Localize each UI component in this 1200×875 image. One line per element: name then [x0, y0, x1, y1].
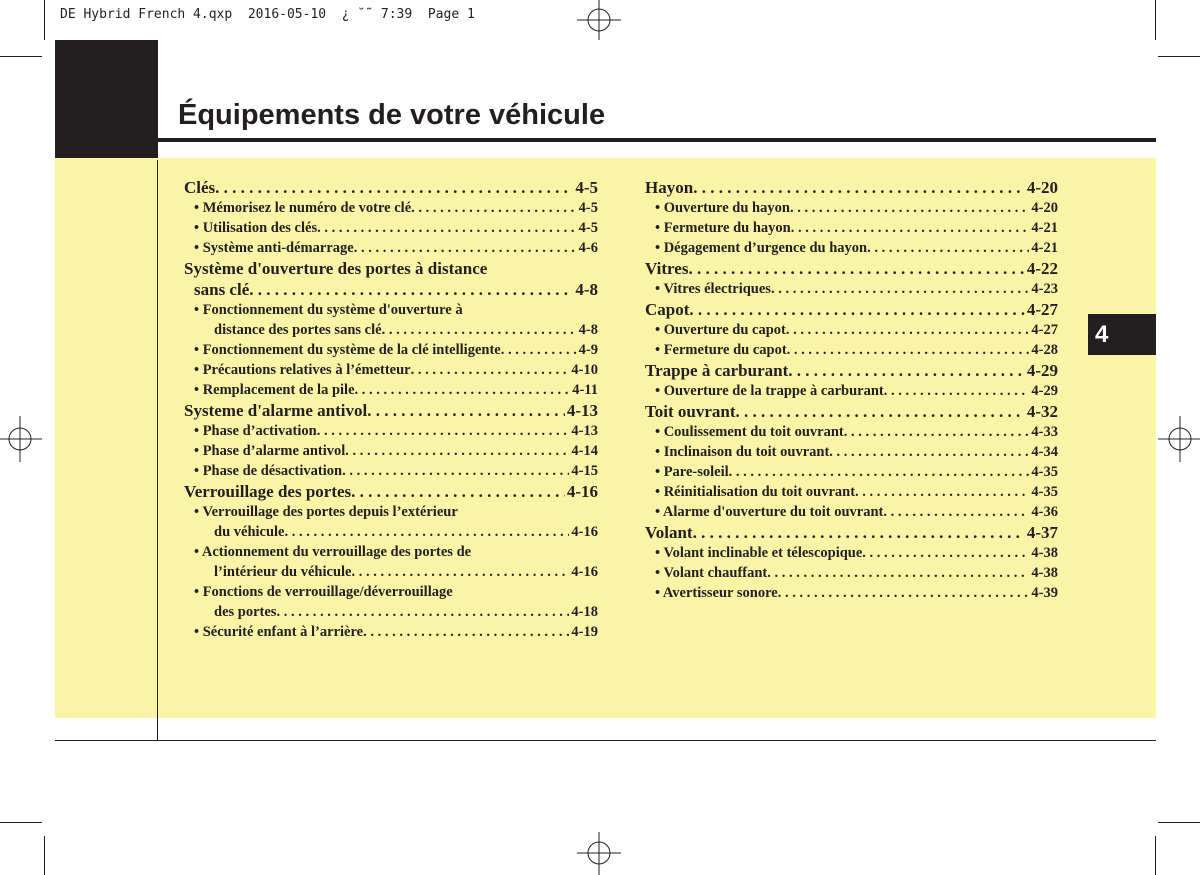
toc-entry-label: • Inclinaison du toit ouvrant — [655, 444, 830, 460]
toc-entry-label: • Phase de désactivation — [194, 463, 343, 479]
dot-leader — [215, 177, 573, 198]
toc-entry-label: • Fonctionnement du système d'ouverture à — [194, 302, 463, 318]
dot-leader — [285, 522, 570, 542]
dot-leader — [317, 218, 577, 238]
toc-subentry[interactable] — [645, 381, 1058, 401]
toc-entry-label: Capot — [645, 300, 690, 319]
dot-leader — [367, 400, 565, 421]
crop-mark — [0, 56, 42, 57]
dot-leader — [778, 583, 1030, 603]
toc-page-number: 4-27 — [1031, 322, 1058, 338]
toc-page-number: 4-5 — [578, 220, 598, 236]
toc-entry-label: • Fonctions de verrouillage/déverrouillage — [194, 584, 453, 600]
toc-page-number: 4-32 — [1026, 402, 1058, 421]
toc-entry-label: • Utilisation des clés — [194, 220, 318, 236]
toc-subentry[interactable] — [184, 622, 598, 642]
dot-leader — [317, 421, 570, 441]
toc-section-entry[interactable] — [645, 401, 1058, 422]
dot-leader — [351, 481, 565, 502]
toc-page-number: 4-22 — [1026, 259, 1058, 278]
toc-entry-label: Volant — [645, 523, 693, 542]
toc-entry-label: • Fonctionnement du système de la clé intelligente — [194, 342, 501, 358]
toc-subentry[interactable] — [645, 238, 1058, 258]
dot-leader — [411, 198, 577, 218]
toc-subentry[interactable] — [645, 583, 1058, 603]
crop-mark — [1158, 822, 1200, 823]
toc-entry-label: • Volant chauffant — [655, 565, 768, 581]
toc-entry-label: • Fermeture du hayon — [655, 220, 791, 236]
toc-page-number: 4-21 — [1031, 240, 1058, 256]
toc-subentry[interactable] — [645, 442, 1058, 462]
toc-page-number: 4-38 — [1031, 545, 1058, 561]
toc-section-entry[interactable] — [645, 177, 1058, 198]
toc-page-number: 4-20 — [1031, 200, 1058, 216]
toc-subentry[interactable] — [184, 502, 598, 522]
toc-page-number: 4-10 — [571, 362, 598, 378]
toc-page-number: 4-29 — [1031, 383, 1058, 399]
dot-leader — [688, 258, 1024, 279]
dot-leader — [354, 238, 577, 258]
toc-section-entry[interactable] — [645, 258, 1058, 279]
toc-entry-label: • Verrouillage des portes depuis l’extérieur — [194, 504, 458, 520]
toc-page-number: 4-16 — [571, 564, 598, 580]
toc-entry-label: • Actionnement du verrouillage des portes de — [194, 544, 472, 560]
toc-entry-label: • Volant inclinable et télescopique — [655, 545, 863, 561]
toc-page-number: 4-5 — [575, 178, 598, 197]
toc-entry-label: Trappe à carburant — [645, 361, 789, 380]
toc-page-number: 4-33 — [1031, 424, 1058, 440]
toc-page-number: 4-20 — [1026, 178, 1058, 197]
toc-subentry[interactable] — [645, 320, 1058, 340]
title-rule — [158, 138, 1156, 142]
toc-page-number: 4-35 — [1031, 464, 1058, 480]
registration-mark-icon — [577, 0, 621, 40]
dot-leader — [867, 238, 1029, 258]
toc-section-entry[interactable] — [184, 481, 598, 502]
toc-page-number: 4-23 — [1031, 281, 1058, 297]
dot-leader — [729, 462, 1030, 482]
toc-page-number: 4-5 — [578, 200, 598, 216]
toc-subentry[interactable] — [184, 602, 598, 622]
dot-leader — [883, 502, 1029, 522]
toc-page-number: 4-19 — [571, 624, 598, 640]
toc-section-entry[interactable] — [184, 279, 598, 300]
toc-page-number: 4-8 — [578, 322, 598, 338]
toc-page-number: 4-27 — [1026, 300, 1058, 319]
dot-leader — [382, 320, 577, 340]
toc-subentry[interactable] — [184, 542, 598, 562]
toc-page-number: 4-15 — [571, 463, 598, 479]
dot-leader — [844, 422, 1030, 442]
toc-entry-label: • Alarme d'ouverture du toit ouvrant — [655, 504, 884, 520]
toc-subentry[interactable] — [645, 340, 1058, 360]
toc-entry-label: • Précautions relatives à l’émetteur — [194, 362, 411, 378]
toc-section-entry[interactable] — [645, 522, 1058, 543]
toc-page-number: 4-29 — [1026, 361, 1058, 380]
toc-entry-label: • Ouverture de la trappe à carburant — [655, 383, 884, 399]
toc-column-left — [184, 177, 598, 642]
toc-subentry[interactable] — [184, 198, 598, 218]
toc-entry-label: l’intérieur du véhicule — [214, 564, 352, 580]
dot-leader — [771, 279, 1029, 299]
toc-entry-label: Toit ouvrant — [645, 402, 736, 421]
toc-subentry[interactable] — [184, 421, 598, 441]
toc-page-number: 4-8 — [575, 280, 598, 299]
toc-page-number: 4-37 — [1026, 523, 1058, 542]
crop-mark — [1158, 56, 1200, 57]
registration-mark-icon — [577, 832, 621, 875]
print-slug: DE Hybrid French 4.qxp 2016-05-10 ¿ ˘˜ 7:39 Page 1 — [60, 7, 475, 22]
toc-page-number: 4-13 — [571, 423, 598, 439]
margin-rule — [157, 160, 158, 740]
dot-leader — [791, 218, 1030, 238]
toc-subentry[interactable] — [184, 320, 598, 340]
toc-page-number: 4-38 — [1031, 565, 1058, 581]
toc-page-number: 4-16 — [566, 482, 598, 501]
toc-page-number: 4-9 — [578, 342, 598, 358]
page-title: Équipements de votre véhicule — [178, 99, 606, 131]
toc-entry-label: Clés — [184, 178, 216, 197]
toc-subentry[interactable] — [645, 563, 1058, 583]
toc-subentry[interactable] — [184, 380, 598, 400]
toc-subentry[interactable] — [184, 582, 598, 602]
dot-leader — [829, 442, 1029, 462]
crop-mark — [0, 822, 42, 823]
toc-entry-label: • Réinitialisation du toit ouvrant — [655, 484, 856, 500]
registration-mark-icon — [0, 416, 42, 462]
dot-leader — [355, 380, 571, 400]
toc-entry-label: Système d'ouverture des portes à distance — [184, 259, 488, 278]
toc-subentry[interactable] — [184, 562, 598, 582]
toc-subentry[interactable] — [184, 340, 598, 360]
dot-leader — [345, 441, 569, 461]
dot-leader — [689, 299, 1024, 320]
toc-page-number: 4-13 — [566, 401, 598, 420]
crop-mark — [1155, 0, 1156, 40]
toc-subentry[interactable] — [184, 300, 598, 320]
toc-section-entry[interactable] — [184, 177, 598, 198]
dot-leader — [786, 320, 1030, 340]
dot-leader — [855, 482, 1029, 502]
header-block — [55, 40, 158, 158]
toc-entry-label: Hayon — [645, 178, 694, 197]
toc-entry-label: • Mémorisez le numéro de votre clé — [194, 200, 412, 216]
dot-leader — [501, 340, 577, 360]
toc-section-entry[interactable] — [184, 258, 598, 279]
dot-leader — [351, 562, 569, 582]
dot-leader — [693, 177, 1025, 198]
toc-entry-label: • Système anti-démarrage — [194, 240, 354, 256]
toc-subentry[interactable] — [645, 462, 1058, 482]
toc-entry-label: du véhicule — [214, 524, 285, 540]
toc-subentry[interactable] — [645, 482, 1058, 502]
dot-leader — [736, 401, 1025, 422]
toc-subentry[interactable] — [184, 218, 598, 238]
toc-entry-label: Vitres — [645, 259, 689, 278]
toc-page-number: 4-35 — [1031, 484, 1058, 500]
crop-mark — [44, 0, 45, 40]
crop-mark — [1155, 836, 1156, 875]
toc-entry-label: Systeme d'alarme antivol — [184, 401, 368, 420]
toc-entry-label: • Fermeture du capot — [655, 342, 787, 358]
dot-leader — [342, 461, 569, 481]
toc-page-number: 4-28 — [1031, 342, 1058, 358]
toc-entry-label: • Pare-soleil — [655, 464, 729, 480]
dot-leader — [862, 543, 1029, 563]
toc-page-number: 4-6 — [578, 240, 598, 256]
footer-rule — [55, 740, 1156, 741]
toc-entry-label: • Coulissement du toit ouvrant — [655, 424, 844, 440]
toc-entry-label: • Remplacement de la pile — [194, 382, 355, 398]
toc-page-number: 4-21 — [1031, 220, 1058, 236]
toc-subentry[interactable] — [184, 522, 598, 542]
toc-subentry[interactable] — [645, 543, 1058, 563]
dot-leader — [884, 381, 1030, 401]
chapter-tab: 4 — [1088, 314, 1156, 355]
dot-leader — [693, 522, 1025, 543]
toc-subentry[interactable] — [645, 502, 1058, 522]
toc-entry-label: • Phase d’activation — [194, 423, 317, 439]
dot-leader — [767, 563, 1029, 583]
toc-entry-label: des portes — [214, 604, 277, 620]
toc-section-entry[interactable] — [645, 299, 1058, 320]
toc-section-entry[interactable] — [645, 360, 1058, 381]
dot-leader — [363, 622, 569, 642]
toc-subentry[interactable] — [184, 238, 598, 258]
toc-page-number: 4-11 — [572, 382, 598, 398]
toc-entry-label: • Sécurité enfant à l’arrière — [194, 624, 364, 640]
toc-entry-label: • Phase d’alarme antivol — [194, 443, 346, 459]
dot-leader — [788, 360, 1025, 381]
toc-entry-label: sans clé — [194, 280, 250, 299]
toc-subentry[interactable] — [184, 441, 598, 461]
toc-page-number: 4-36 — [1031, 504, 1058, 520]
toc-page-number: 4-18 — [571, 604, 598, 620]
toc-entry-label: distance des portes sans clé — [214, 322, 382, 338]
toc-entry-label: • Ouverture du capot — [655, 322, 786, 338]
toc-subentry[interactable] — [645, 422, 1058, 442]
toc-subentry[interactable] — [184, 461, 598, 481]
toc-entry-label: • Avertisseur sonore — [655, 585, 778, 601]
toc-page-number: 4-14 — [571, 443, 598, 459]
dot-leader — [276, 602, 569, 622]
dot-leader — [249, 279, 573, 300]
toc-page-number: 4-39 — [1031, 585, 1058, 601]
dot-leader — [787, 340, 1030, 360]
dot-leader — [411, 360, 570, 380]
toc-subentry[interactable] — [645, 279, 1058, 299]
toc-column-right — [645, 177, 1058, 603]
dot-leader — [790, 198, 1029, 218]
toc-subentry[interactable] — [645, 198, 1058, 218]
toc-entry-label: • Vitres électriques — [655, 281, 771, 297]
toc-entry-label: • Dégagement d’urgence du hayon — [655, 240, 868, 256]
toc-section-entry[interactable] — [184, 400, 598, 421]
toc-page-number: 4-16 — [571, 524, 598, 540]
registration-mark-icon — [1158, 416, 1200, 462]
toc-page-number: 4-34 — [1031, 444, 1058, 460]
toc-subentry[interactable] — [645, 218, 1058, 238]
crop-mark — [44, 836, 45, 875]
toc-subentry[interactable] — [184, 360, 598, 380]
toc-entry-label: • Ouverture du hayon — [655, 200, 790, 216]
toc-entry-label: Verrouillage des portes — [184, 482, 352, 501]
